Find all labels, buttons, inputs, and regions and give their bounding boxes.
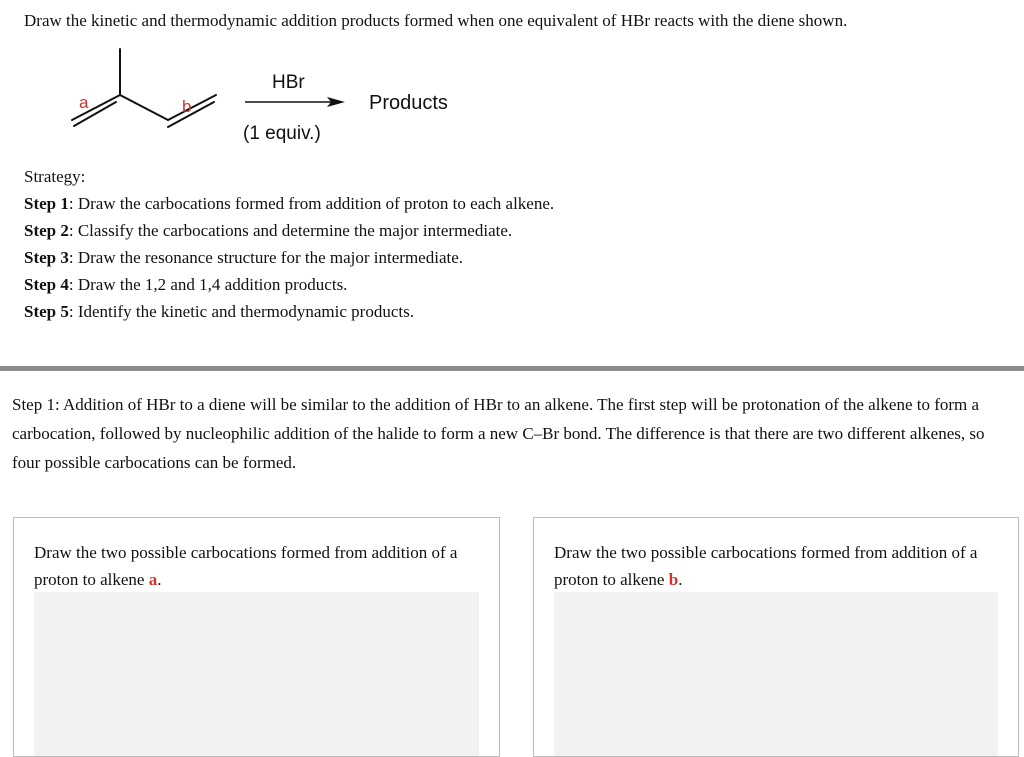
alkene-a-highlight: a [148,570,158,589]
drawing-canvas-b[interactable] [554,592,998,756]
alkene-b-label: b [182,97,192,116]
reaction-arrow [245,97,345,107]
strategy-step: Step 5: Identify the kinetic and thermodynamic products. [24,302,414,321]
strategy-step: Step 4: Draw the 1,2 and 1,4 addition products. [24,275,348,294]
panel-prompt: Draw the two possible carbocations formed from addition of a proton to alkene b. [554,543,978,589]
reaction-scheme [0,40,500,160]
strategy-block [24,163,554,325]
alkene-a-label: a [79,93,89,112]
strategy-heading: Strategy: [24,167,86,186]
section-divider [0,366,1024,371]
strategy-step: Step 2: Classify the carbocations and determine the major intermediate. [24,221,513,240]
alkene-b-highlight: b [668,570,679,589]
diene-structure [72,49,216,127]
step-1-explanation: Step 1: Addition of HBr to a diene will be similar to the addition of HBr to an alkene. The first step will be protonation of the alkene to form a carbocation, followed by nucleophilic addition of the halide to form a new C–Br bond. The difference is that there are two different alkenes, so four possible carbocations can be formed. [12,395,985,472]
question-text: Draw the kinetic and thermodynamic addition products formed when one equivalent of HBr reacts with the diene shown. [24,11,848,30]
products-label: Products [369,92,448,114]
answer-panel-alkene-a [13,517,500,757]
answer-panel-alkene-b [533,517,1019,757]
reagent-label: HBr [272,72,305,93]
strategy-step: Step 1: Draw the carbocations formed from addition of proton to each alkene. [24,194,555,213]
drawing-canvas-a[interactable] [34,592,479,756]
panel-prompt: Draw the two possible carbocations formed from addition of a proton to alkene a. [34,543,458,589]
strategy-step: Step 3: Draw the resonance structure for the major intermediate. [24,248,464,267]
conditions-label: (1 equiv.) [243,123,321,144]
